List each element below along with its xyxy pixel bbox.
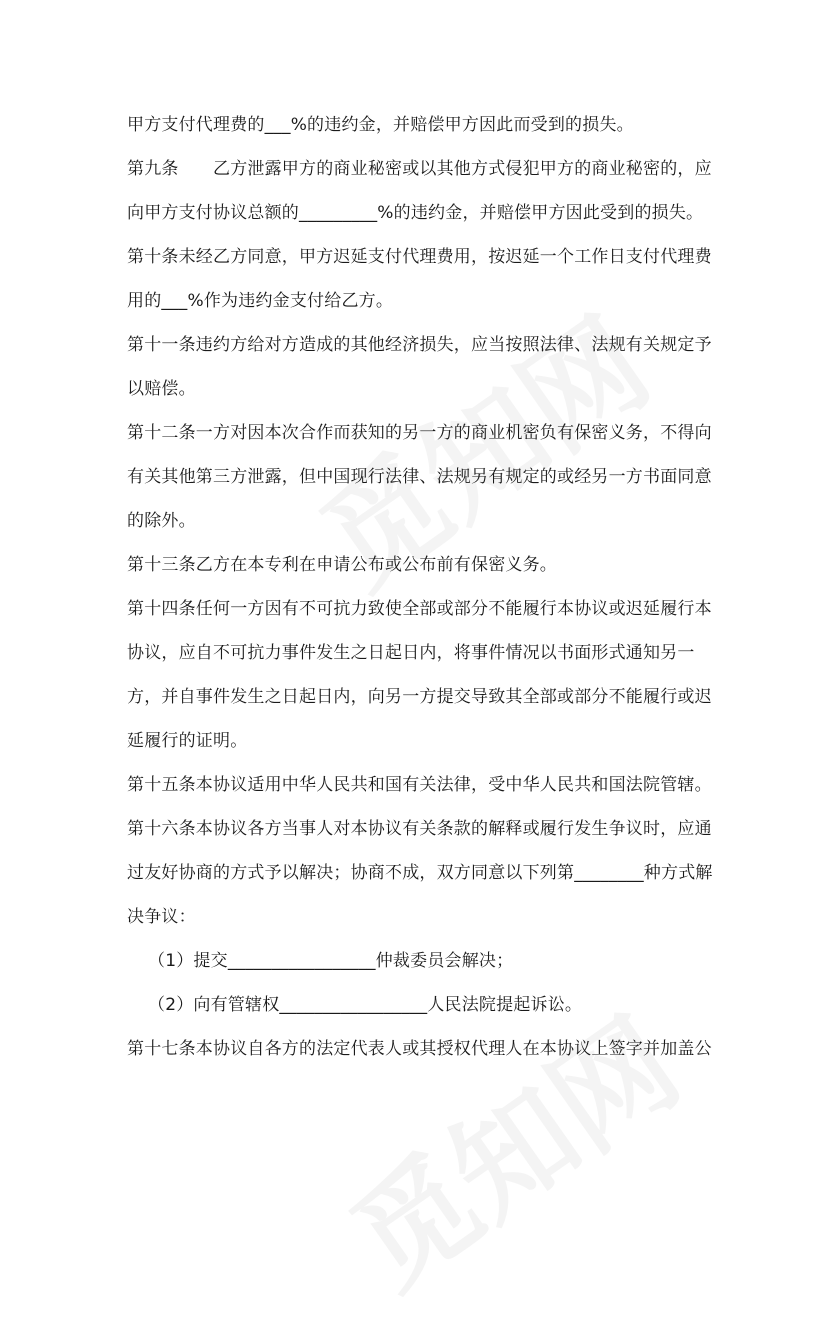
- paragraph-penalty-fee: 甲方支付代理费的___%的违约金，并赔偿甲方因此而受到的损失。: [127, 115, 634, 135]
- article-12: 第十二条一方对因本次合作而获知的另一方的商业机密负有保密义务，不得向有关其他第三方泄露，但中国现行法律、法规另有规定的或经另一方书面同意的除外。: [127, 423, 712, 531]
- article-14: 第十四条任何一方因有不可抗力致使全部或部分不能履行本协议或迟延履行本协议，应自不可抗力事件发生之日起日内，将事件情况以书面形式通知另一方，并自事件发生之日起日内，向另一方提交导致其全部或部分不能履行或迟延履行的证明。: [127, 599, 712, 751]
- article-10: 第十条未经乙方同意，甲方迟延支付代理费用，按迟延一个工作日支付代理费用的___%作为违约金支付给乙方。: [127, 247, 712, 311]
- article-16: 第十六条本协议各方当事人对本协议有关条款的解释或履行发生争议时，应通过友好协商的方式予以解决；协商不成，双方同意以下列第________种方式解决争议：: [127, 819, 713, 927]
- article-13: 第十三条乙方在本专利在申请公布或公布前有保密义务。: [127, 555, 557, 575]
- article-11: 第十一条违约方给对方造成的其他经济损失，应当按照法律、法规有关规定予以赔偿。: [127, 335, 712, 399]
- option-2: （2）向有管辖权_________________人民法院提起诉讼。: [148, 995, 583, 1015]
- article-15: 第十五条本协议适用中华人民共和国有关法律，受中华人民共和国法院管辖。: [127, 775, 712, 795]
- option-1: （1）提交_________________仲裁委员会解决；: [148, 951, 514, 971]
- article-17: 第十七条本协议自各方的法定代表人或其授权代理人在本协议上签字并加盖公: [127, 1039, 712, 1059]
- article-9: 第九条 乙方泄露甲方的商业秘密或以其他方式侵犯甲方的商业秘密的，应向甲方支付协议总额的_________%的违约金，并赔偿甲方因此受到的损失。: [127, 159, 712, 223]
